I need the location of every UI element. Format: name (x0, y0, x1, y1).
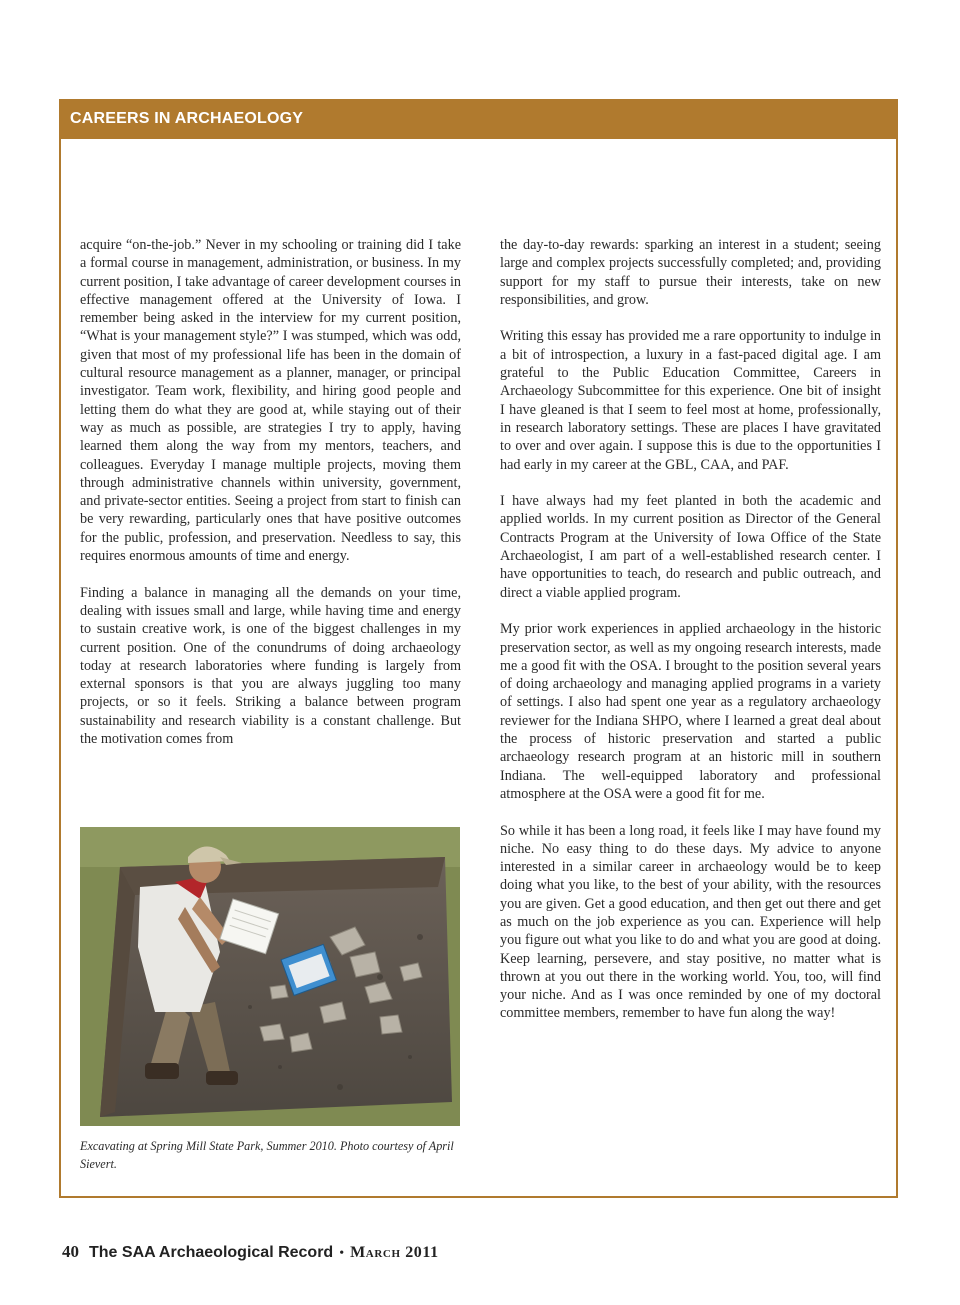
body-paragraph: I have always had my feet planted in both the academic and applied worlds. In my current position as Director of the General Contracts Program at the University of Iowa Office of the State Archaeologist, I am part of a well-established research center. I have opportunities to teach, do research and public outreach, and direct a viable applied program. (500, 493, 881, 601)
issue-date: March 2011 (350, 1244, 439, 1261)
body-paragraph: Writing this essay has provided me a rare opportunity to indulge in a bit of introspection, a luxury in a fast-paced digital age. I am grateful to the Public Education Committee, Careers in Archaeology Subcommittee for this experience. One bit of insight I have gleaned is that I seem to feel most at home, professionally, in research laboratory settings. These are places I have gravitated to over and over again. I suppose this is due to the opportunities I had early in my career at the GBL, CAA, and PAF. (500, 328, 881, 473)
page-number: 40 (62, 1242, 79, 1261)
body-paragraph: My prior work experiences in applied archaeology in the historic preservation sector, as well as my ongoing research interests, made me a good fit with the OSA. I brought to the position several years of doing archaeology and managing applied programs in a variety of settings. I also had spent one year as a regulatory archaeology reviewer for the Indiana SHPO, where I learned a great deal about the process of historic preservation and started a public archaeology research program at an historic mill in southern Indiana. The well-equipped laboratory and professional atmosphere at the OSA were a good fit for me. (500, 621, 881, 802)
section-banner (59, 99, 898, 139)
footer-separator: • (339, 1246, 345, 1261)
magazine-title: The SAA Archaeological Record (89, 1244, 334, 1261)
body-paragraph: acquire “on-the-job.” Never in my schooling or training did I take a formal course in management, administration, or business. In my current position, I take advantage of career development courses in effective management offered at the University of Iowa. I remember being asked in the interview for my current position, “What is your management style?” I was stumped, which was odd, given that most of my professional life has been in the domain of cultural resource management as a planner, manager, or principal investigator. Team work, flexibility, and hiring good people and letting them do what they are good at, while staying out of their way as much as possible, are strategies I try to apply, having learned them along the way from my mentors, teachers, and colleagues. Everyday I manage multiple projects, moving them through administrative channels within university, government, and private-sector entities. Seeing a project from start to finish can be very rewarding, particularly ones that have positive outcomes for the public, profession, and preservation. Needless to say, this requires enormous amounts of time and energy. (80, 237, 461, 565)
excavation-photo (80, 827, 460, 1126)
page-footer (62, 1242, 439, 1266)
body-paragraph: Finding a balance in managing all the demands on your time, dealing with issues small and large, while having time and energy to sustain creative work, is one of the biggest challenges in my current position. One of the conundrums of doing archaeology today at research laboratories where funding is largely from external sponsors is that you are always juggling too many projects, or so it feels. Striking a balance between program sustainability and research viability is a constant challenge. But the motivation comes from (80, 584, 461, 748)
photo-caption: Excavating at Spring Mill State Park, Summer 2010. Photo courtesy of April Sievert. (80, 1139, 454, 1171)
right-column (500, 236, 881, 1041)
body-paragraph: the day-to-day rewards: sparking an interest in a student; seeing large and complex projects successfully completed; and, providing support for my staff to pursue their interests, take on new responsibilities, and grow. (500, 237, 881, 308)
body-paragraph: So while it has been a long road, it feels like I may have found my niche. No easy thing to do these days. My advice to anyone interested in a similar career in archaeology would be to keep doing what you like, to the best of your ability, with the resources you are given. Get a good education, and then get out there and get as much on the job experience as you can. Experience will help you figure out what you like to do and what you are good at doing. Keep learning, persevere, and stay positive, no matter what is thrown at you out there in the working world. You, too, will find your niche. And as I was once reminded by one of my doctoral committee members, remember to have fun along the way! (500, 822, 881, 1022)
left-column (80, 236, 461, 767)
section-title: CAREERS IN ARCHAEOLOGY (70, 110, 304, 127)
